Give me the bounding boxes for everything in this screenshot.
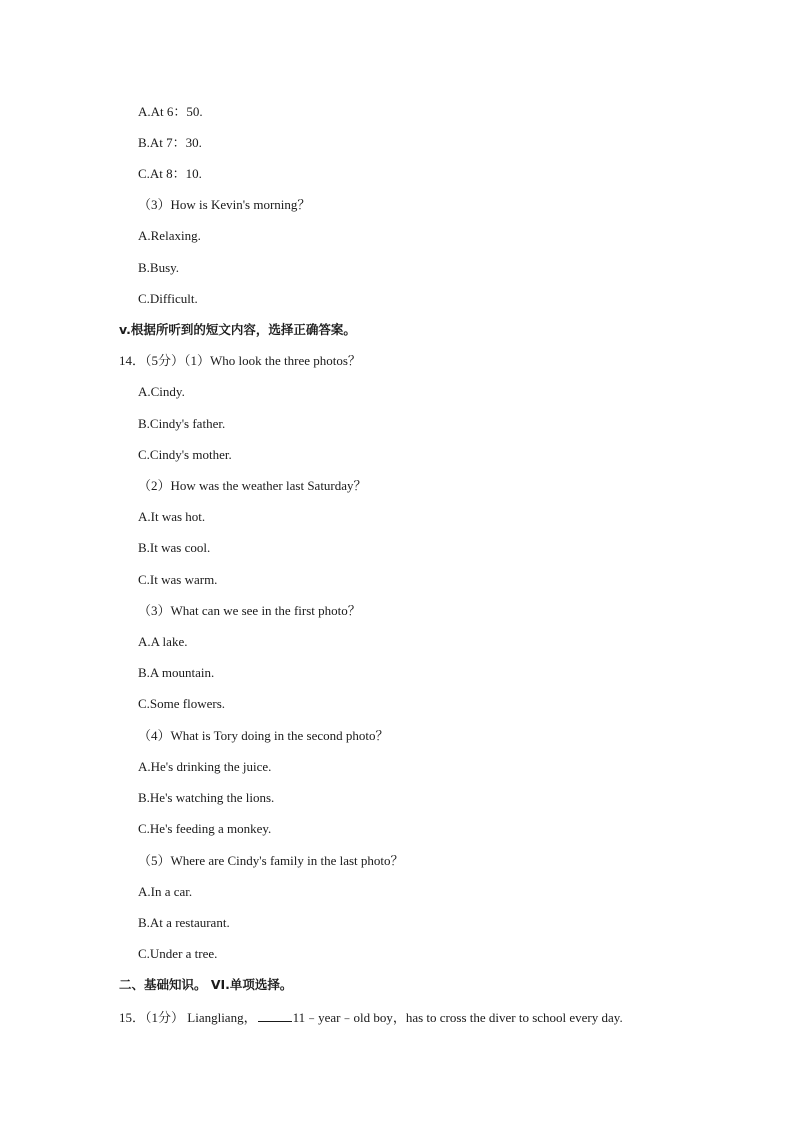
question-14-2: （2）How was the weather last Saturday？ <box>138 478 367 493</box>
question-text: （1）Who look the three photos？ <box>184 353 361 368</box>
option-a: A.In a car. <box>138 884 193 899</box>
option-c: C.Some flowers. <box>138 696 226 711</box>
option-b: B.At a restaurant. <box>138 915 230 930</box>
question-number: 14．（5分） <box>119 353 185 368</box>
option-b: B.Cindy's father. <box>138 416 226 431</box>
question-14-3: （3）What can we see in the first photo？ <box>138 603 361 618</box>
option-a: A.A lake. <box>138 634 188 649</box>
option-c: C.Difficult. <box>138 291 198 306</box>
option-a: A.He's drinking the juice. <box>138 759 272 774</box>
option-a: A.Relaxing. <box>138 228 201 243</box>
option-b: B.He's watching the lions. <box>138 790 275 805</box>
option-a: A.At 6：50. <box>138 104 203 119</box>
option-c: C.Under a tree. <box>138 946 218 961</box>
option-c: C.It was warm. <box>138 572 218 587</box>
question-14 <box>119 353 361 369</box>
question-14-4: （4）What is Tory doing in the second photo？ <box>138 728 389 743</box>
answer-blank <box>258 1009 292 1022</box>
section-2-heading: 二、基础知识。 VI.单项选择。 <box>119 977 293 992</box>
option-c: C.At 8：10. <box>138 166 202 181</box>
question-14-5: （5）Where are Cindy's family in the last photo？ <box>138 853 404 868</box>
option-b: B.It was cool. <box>138 540 211 555</box>
option-a: A.It was hot. <box>138 509 206 524</box>
question-text-before: Liangliang， <box>184 1010 257 1025</box>
option-c: C.Cindy's mother. <box>138 447 232 462</box>
option-c: C.He's feeding a monkey. <box>138 821 272 836</box>
question-15 <box>119 1009 623 1026</box>
section-v-heading: v.根据所听到的短文内容，选择正确答案。 <box>119 322 356 337</box>
question-text-after: 11﹣year﹣old boy，has to cross the diver to school every day. <box>292 1010 623 1025</box>
option-b: B.A mountain. <box>138 665 215 680</box>
option-b: B.At 7：30. <box>138 135 202 150</box>
question-number: 15．（1分） <box>119 1010 185 1025</box>
option-a: A.Cindy. <box>138 384 185 399</box>
question-13-3: （3）How is Kevin's morning？ <box>138 197 311 212</box>
option-b: B.Busy. <box>138 260 180 275</box>
